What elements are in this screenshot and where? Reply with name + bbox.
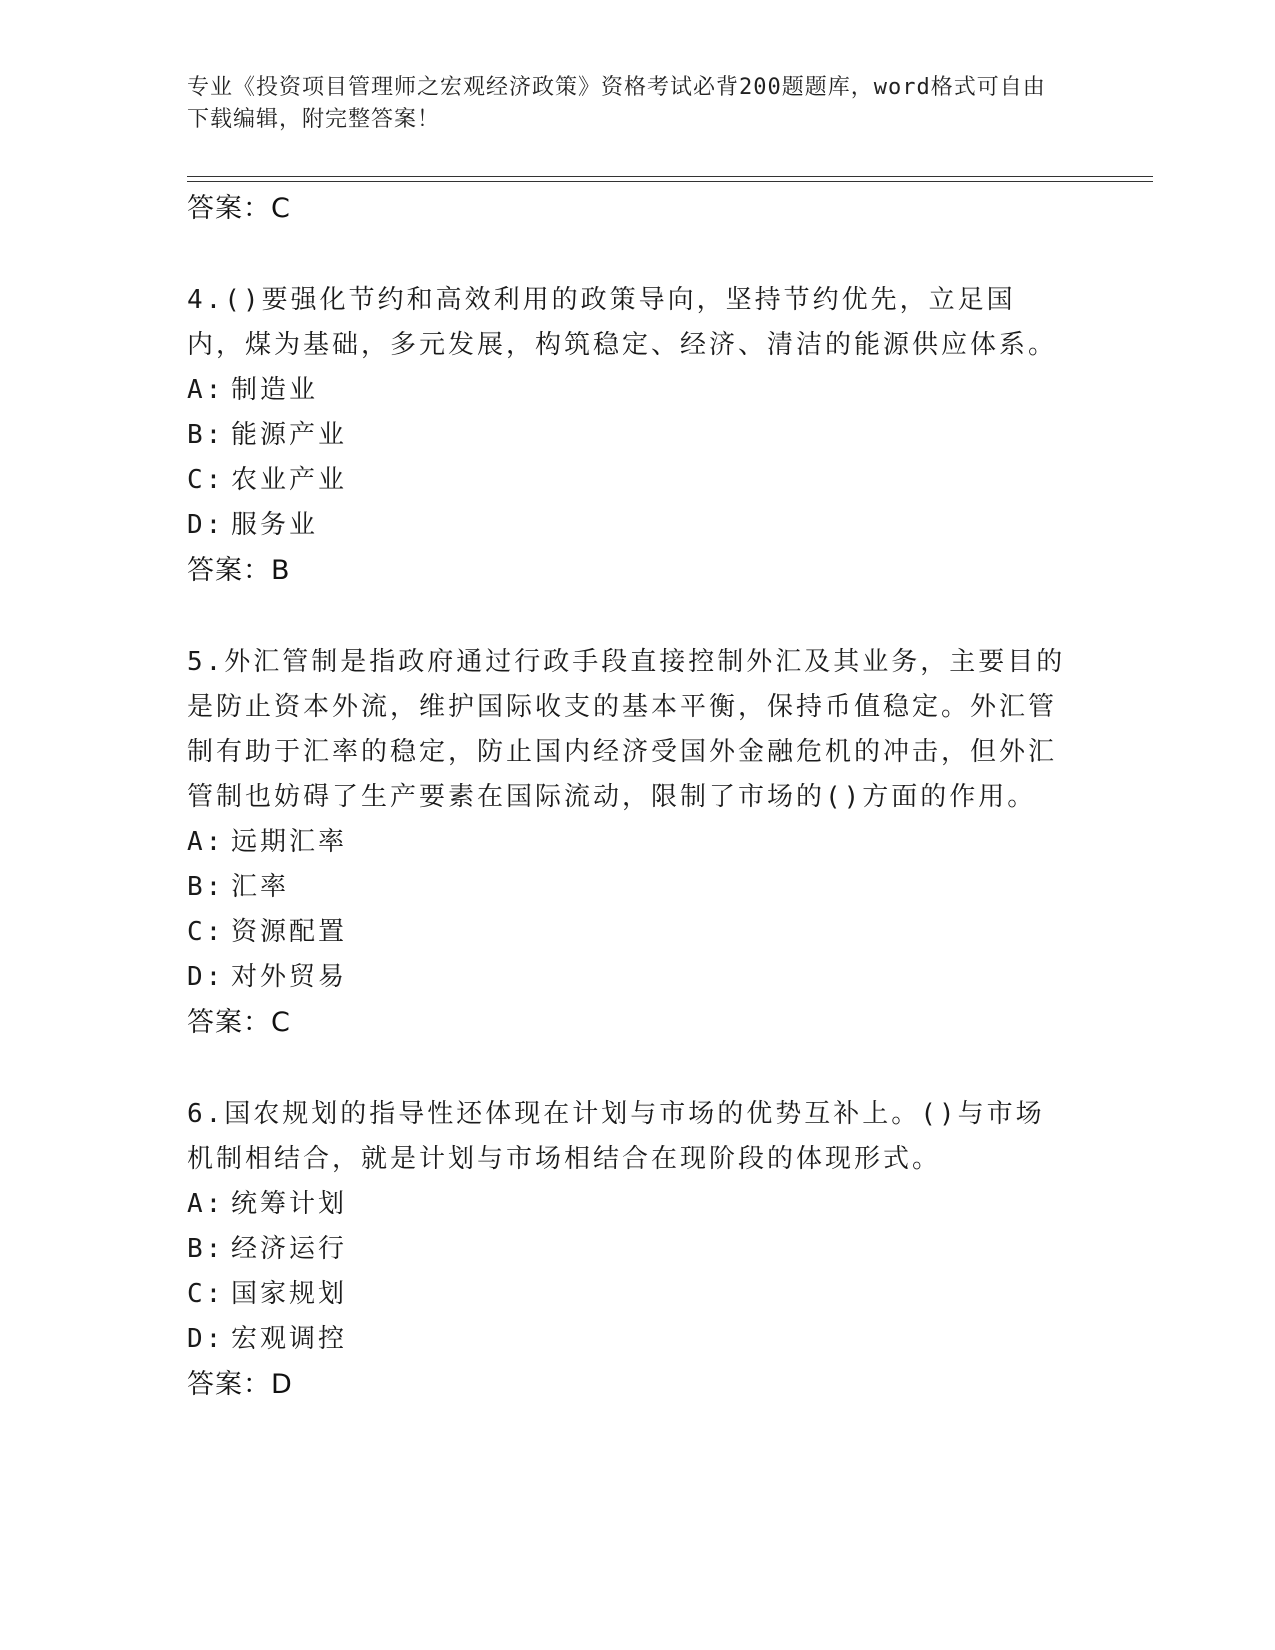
option-text: 宏观调控 — [231, 1324, 348, 1354]
option-b — [187, 1227, 1067, 1272]
option-d — [187, 955, 1067, 1000]
option-key: A: — [187, 827, 225, 857]
option-key: D: — [187, 510, 225, 540]
header-rule-top — [187, 176, 1153, 177]
option-key: B: — [187, 420, 225, 450]
option-c — [187, 910, 1067, 955]
option-key: D: — [187, 1324, 225, 1354]
option-d — [187, 1317, 1067, 1362]
option-key: D: — [187, 962, 225, 992]
option-key: A: — [187, 1189, 225, 1219]
option-b — [187, 865, 1067, 910]
question-block — [187, 1092, 1067, 1408]
option-key: C: — [187, 465, 225, 495]
option-c — [187, 458, 1067, 503]
option-key: A: — [187, 375, 225, 405]
option-key: C: — [187, 917, 225, 947]
document-header: 专业《投资项目管理师之宏观经济政策》资格考试必背200题题库，word格式可自由下载编辑，附完整答案！ — [187, 75, 1046, 132]
document-body — [187, 186, 1067, 1408]
option-text: 资源配置 — [231, 917, 348, 947]
question-block — [187, 640, 1067, 1046]
question-stem: 6.国农规划的指导性还体现在计划与市场的优势互补上。()与市场机制相结合，就是计划与市场相结合在现阶段的体现形式。 — [187, 1099, 1045, 1174]
answer-line: 答案：B — [187, 555, 291, 586]
header-rule-bottom — [187, 181, 1153, 182]
question-stem: 4.()要强化节约和高效利用的政策导向，坚持节约优先，立足国内，煤为基础，多元发展，构筑稳定、经济、清洁的能源供应体系。 — [187, 285, 1058, 360]
answer-line: 答案：C — [187, 1007, 291, 1038]
option-text: 农业产业 — [231, 465, 348, 495]
option-a — [187, 368, 1067, 413]
option-key: B: — [187, 1234, 225, 1264]
option-c — [187, 1272, 1067, 1317]
option-text: 汇率 — [231, 872, 290, 902]
option-text: 国家规划 — [231, 1279, 348, 1309]
option-text: 统筹计划 — [231, 1189, 348, 1219]
option-a — [187, 1182, 1067, 1227]
option-text: 能源产业 — [231, 420, 348, 450]
question-block — [187, 278, 1067, 594]
option-text: 远期汇率 — [231, 827, 348, 857]
option-text: 对外贸易 — [231, 962, 348, 992]
option-key: C: — [187, 1279, 225, 1309]
option-text: 服务业 — [231, 510, 319, 540]
question-stem: 5.外汇管制是指政府通过行政手段直接控制外汇及其业务，主要目的是防止资本外流，维护国际收支的基本平衡，保持币值稳定。外汇管制有助于汇率的稳定，防止国内经济受国外金融危机的冲击，但外汇管制也妨碍了生产要素在国际流动，限制了市场的()方面的作用。 — [187, 647, 1066, 812]
option-key: B: — [187, 872, 225, 902]
answer-line: 答案：C — [187, 193, 291, 224]
option-b — [187, 413, 1067, 458]
option-d — [187, 503, 1067, 548]
option-a — [187, 820, 1067, 865]
answer-line: 答案：D — [187, 1369, 293, 1400]
option-text: 经济运行 — [231, 1234, 348, 1264]
option-text: 制造业 — [231, 375, 319, 405]
